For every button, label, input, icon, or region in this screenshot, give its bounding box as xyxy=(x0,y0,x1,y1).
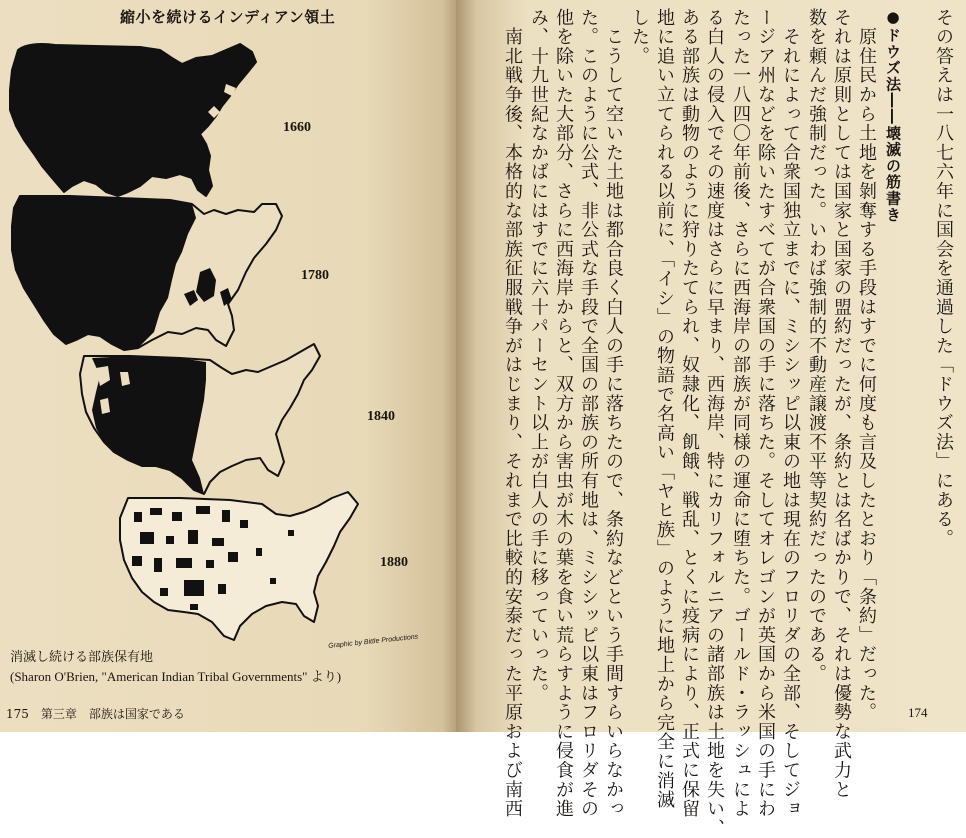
reservation-patch xyxy=(160,588,168,596)
map-1780 xyxy=(12,196,282,350)
reservation-patch xyxy=(218,584,226,594)
section-heading: ●ドウズ法――壊滅の筋書き xyxy=(884,8,902,223)
map-year-1660: 1660 xyxy=(283,120,311,135)
reservation-patch xyxy=(190,604,198,610)
left-page-folio: 175 第三章 部族は国家である xyxy=(6,707,185,721)
map-1840 xyxy=(80,344,320,494)
map-year-1880: 1880 xyxy=(380,555,408,570)
left-page xyxy=(0,0,456,732)
text-column: ある部族は動物のように狩りたてられ、奴隷化、飢餓、戦乱、とくに疫病により、正式に保留 xyxy=(679,8,700,819)
reservation-patch xyxy=(222,510,230,522)
reservation-patch xyxy=(140,532,154,544)
text-column: その答えは一八七六年に国会を通過した「ドウズ法」にある。 xyxy=(933,8,954,549)
figure-title: 縮小を続けるインディアン領土 xyxy=(120,8,336,26)
reservation-patch xyxy=(196,506,210,514)
map-year-1780: 1780 xyxy=(301,268,329,283)
reservation-patch xyxy=(206,560,214,568)
reservation-patch xyxy=(166,536,174,544)
text-column: 原住民から土地を剝奪する手段はすでに何度も言及したとおり「条約」だった。 xyxy=(856,8,877,723)
reservation-patch xyxy=(150,508,162,515)
reservation-patch xyxy=(212,538,224,546)
map-1880 xyxy=(120,492,358,640)
text-column: 数を頼んだ強制だった。いわば強制的不動産譲渡不平等契約だったのである。 xyxy=(806,8,827,684)
caption-source: (Sharon O'Brien, "American Indian Tribal Governments" より) xyxy=(10,669,342,684)
right-page-folio: 174 xyxy=(908,705,928,720)
map-year-1840: 1840 xyxy=(367,409,395,424)
text-column: 他を除いた大部分、さらに西海岸からと、双方から害虫が木の葉を食い荒らすように侵食が進 xyxy=(553,8,574,819)
text-column: した。 xyxy=(629,8,650,66)
caption-title: 消滅し続ける部族保有地 xyxy=(10,650,154,665)
text-column: 南北戦争後、本格的な部族征服戦争がはじまり、それまで比較的安泰だった平原および南西 xyxy=(502,8,523,819)
text-column: ージア州などを除いたすべてが合衆国の手に落ちた。そしてオレゴンが英国から米国の手にわ xyxy=(755,8,776,819)
graphic-credit: Graphic by Bittle Productions xyxy=(328,633,419,650)
reservation-patch xyxy=(134,512,142,522)
text-column: それは原則としては国家と国家の盟約だったが、条約とは名ばかりで、それは優勢な武力と xyxy=(831,8,852,800)
reservation-patch xyxy=(172,512,182,521)
text-column: み、十九世紀なかばにはすでに六十パーセント以上が白人の手に移っていった。 xyxy=(528,8,549,703)
reservation-patch xyxy=(188,530,198,544)
reservation-patch xyxy=(176,558,192,568)
reservation-patch xyxy=(240,520,248,528)
reservation-patch xyxy=(154,558,162,572)
reservation-patch xyxy=(184,580,204,596)
map-1660-landmass xyxy=(10,44,256,196)
text-column: 地に追い立てられる以前に、「イシ」の物語で名高い「ヤヒ族」のように地上から完全に消滅 xyxy=(654,8,675,810)
text-column: る白人の侵入でその速度はさらに早まり、西海岸、特にカリフォルニアの諸部族は土地を失い、 xyxy=(704,8,725,838)
text-column: こうして空いた土地は都合良く白人の手に落ちたので、条約などという手間すらいらなかっ xyxy=(603,8,624,819)
us-territory-maps xyxy=(0,0,456,700)
reservation-patch xyxy=(256,548,262,556)
text-column: たった一八四〇年前後、さらに西海岸の部族が同様の運命に堕ちた。ゴールド・ラッシュによ xyxy=(730,8,751,819)
right-page xyxy=(456,0,966,838)
figure-caption xyxy=(10,648,341,686)
reservation-patch xyxy=(270,578,276,584)
reservation-patch xyxy=(288,530,294,536)
text-column: た。このように公式、非公式な手段で全国の部族の所有地は、ミシシッピ以東はフロリダその xyxy=(578,8,599,819)
text-column: それによって合衆国独立までに、ミシシッピ以東の地は現在のフロリダの全部、そしてジョ xyxy=(780,8,801,819)
reservation-patch xyxy=(228,552,238,562)
map-1660 xyxy=(10,44,256,196)
reservation-patch xyxy=(132,556,142,566)
